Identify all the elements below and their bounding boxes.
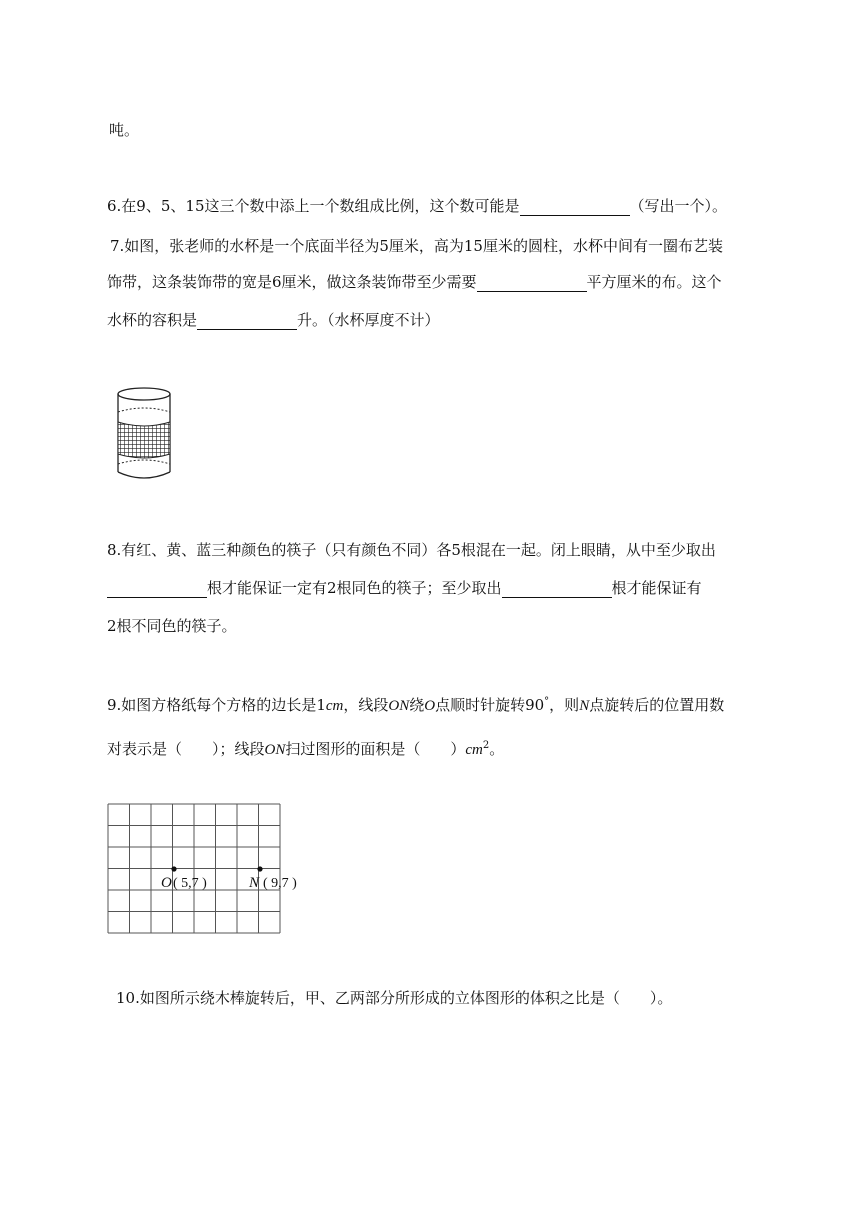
q8-line1-text: 8.有红、黄、蓝三种颜色的筷子（只有颜色不同）各5根混在一起。闭上眼睛，从中至少取出 <box>107 541 716 559</box>
point-n <box>257 866 262 871</box>
q6-answer-blank[interactable] <box>520 199 630 216</box>
grid-lines <box>108 804 280 933</box>
q9-l2-a: 对表示是（ ）；线段 <box>107 740 265 758</box>
q7-volume-blank[interactable] <box>197 313 297 330</box>
cup-figure <box>112 384 176 484</box>
q9-l2-superscript: 2 <box>482 740 490 751</box>
q9-l1-point-n: N <box>579 698 590 714</box>
q7-line2-text-b: 平方厘米的布。这个 <box>586 273 722 291</box>
point-o-label: O <box>161 875 172 891</box>
question-6 <box>107 196 727 216</box>
point-n-coord: ( 9,7 ) <box>263 876 297 891</box>
grid-figure <box>106 802 316 938</box>
cup-top-rim <box>118 388 170 400</box>
q9-l1-unit: cm <box>325 698 344 714</box>
question-7-line1 <box>110 236 723 256</box>
q9-l1-c: 绕 <box>409 696 425 714</box>
question-7-line2 <box>107 272 722 292</box>
q6-text: 6.在9、5、15这三个数中添上一个数组成比例，这个数可能是 <box>107 197 520 215</box>
top-fragment <box>109 120 139 140</box>
question-7-line3 <box>107 310 440 330</box>
cup-bottom-arc <box>118 472 170 478</box>
q7-line3-text-b: 升。（水杯厚度不计） <box>297 311 440 329</box>
q6-suffix: （写出一个）。 <box>629 197 728 215</box>
question-9-line2 <box>107 736 504 760</box>
q9-l1-f: 点旋转后的位置用数 <box>589 696 725 714</box>
q9-l2-c: 。 <box>489 740 505 758</box>
q9-l1-a: 9.如图方格纸每个方格的边长是1 <box>107 696 326 714</box>
q8-same-color-blank[interactable] <box>107 581 207 598</box>
q9-l2-b: 扫过图形的面积是（ ） <box>285 740 466 758</box>
question-8-line1 <box>107 540 716 560</box>
q7-line3-text-a: 水杯的容积是 <box>107 311 198 329</box>
question-8-line3 <box>107 616 237 636</box>
cup-upper-dashed-line <box>118 408 170 412</box>
q7-line2-text-a: 饰带，这条装饰带的宽是6厘米，做这条装饰带至少需要 <box>107 273 477 291</box>
question-8-line2 <box>107 578 702 598</box>
q9-l1-b: ，线段 <box>343 696 389 714</box>
q8-line2-text-a: 根才能保证一定有2根同色的筷子；至少取出 <box>207 579 502 597</box>
cup-decoration-band <box>118 422 170 458</box>
q8-line3-text: 2根不同色的筷子。 <box>107 617 237 635</box>
q7-line1-text: 7.如图，张老师的水杯是一个底面半径为5厘米，高为15厘米的圆柱，水杯中间有一圈布艺装 <box>110 237 723 255</box>
q10-text: 10.如图所示绕木棒旋转后，甲、乙两部分所形成的立体图形的体积之比是（ ）。 <box>116 989 673 1007</box>
q8-diff-color-blank[interactable] <box>502 581 612 598</box>
q9-l1-d: 点顺时针旋转90 <box>435 696 545 714</box>
q9-l1-degree: ° <box>544 696 550 707</box>
point-o-coord: ( 5,7 ) <box>173 876 207 891</box>
question-10 <box>116 988 672 1008</box>
q9-l2-unit: cm <box>465 742 483 758</box>
point-n-label: N <box>249 875 260 891</box>
q9-l1-e: ，则 <box>549 696 580 714</box>
q7-area-blank[interactable] <box>477 275 587 292</box>
cup-lower-dashed-line <box>118 460 170 464</box>
point-o <box>171 866 176 871</box>
q8-line2-text-b: 根才能保证有 <box>611 579 702 597</box>
top-fragment-text: 吨。 <box>109 121 140 139</box>
q9-l1-segment: ON <box>388 698 410 714</box>
q9-l2-segment: ON <box>264 742 286 758</box>
q9-l1-point-o: O <box>424 698 436 714</box>
question-9-line1 <box>107 692 724 716</box>
